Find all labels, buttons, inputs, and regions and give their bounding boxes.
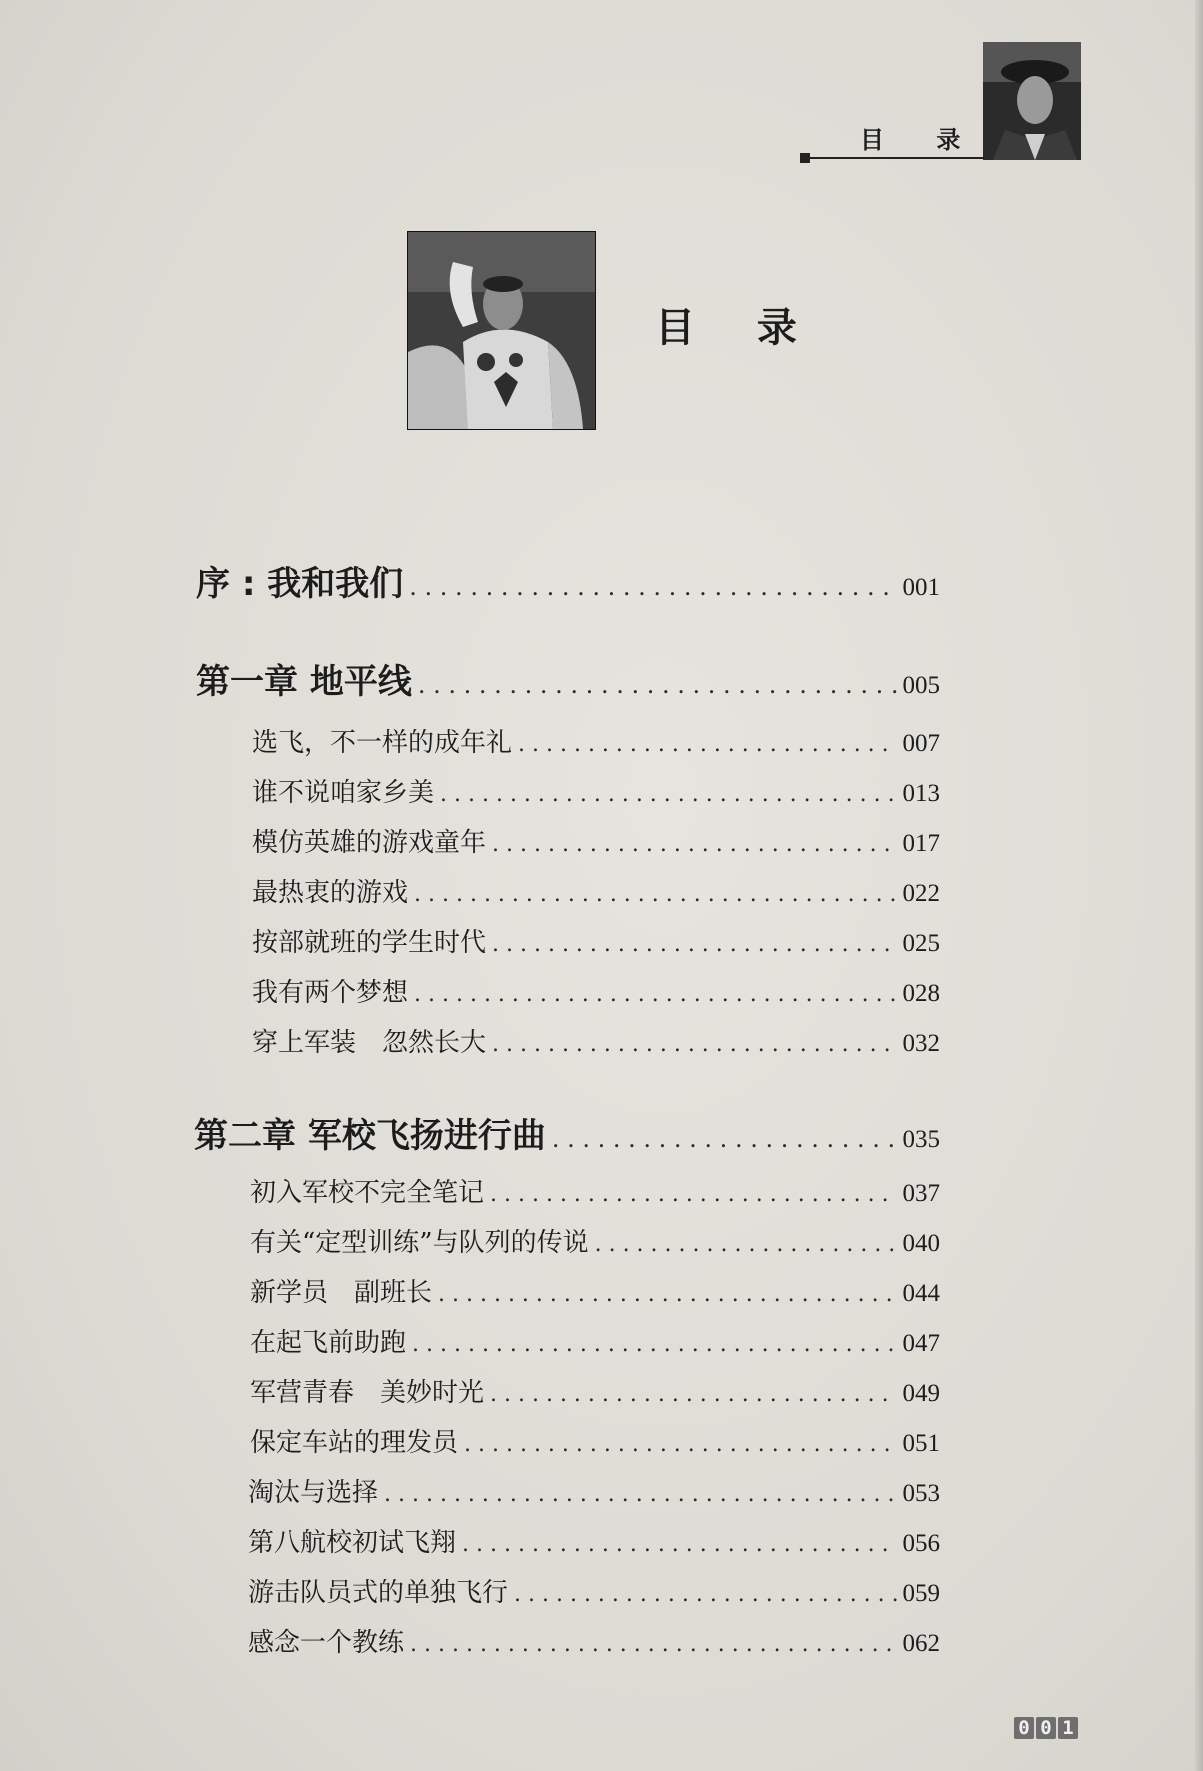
toc-entry-label: 军营青春 美妙时光 [250, 1378, 485, 1408]
toc-entry-label: 模仿英雄的游戏童年 [252, 828, 487, 858]
toc-entry-page: 001 [902, 574, 940, 601]
toc-entry[interactable] [252, 872, 940, 909]
running-header-title: 目 录 [860, 126, 983, 154]
page-number [1014, 1717, 1078, 1739]
toc-entry-page: 044 [902, 1280, 940, 1307]
toc-entry-page: 047 [902, 1330, 940, 1357]
toc-entry-page: 022 [902, 880, 940, 907]
page-edge [1195, 0, 1203, 1771]
toc-entry-label: 初入军校不完全笔记 [250, 1178, 485, 1208]
toc-entry[interactable] [252, 1022, 940, 1059]
toc-entry-label: 有关“定型训练”与队列的传说 [250, 1228, 589, 1258]
toc-entry-label: 新学员 副班长 [250, 1278, 433, 1308]
page-title: 目 录 [655, 305, 821, 351]
leader-dots [464, 1432, 896, 1457]
toc-entry[interactable] [252, 772, 940, 809]
leader-dots [490, 1382, 896, 1407]
toc-entry[interactable] [250, 1222, 940, 1259]
toc-entry-label: 按部就班的学生时代 [252, 928, 487, 958]
toc-entry-page: 005 [902, 672, 940, 699]
toc-entry-page: 053 [902, 1480, 940, 1507]
leader-dots [518, 732, 896, 757]
toc-entry[interactable] [250, 1372, 940, 1409]
leader-dots [409, 573, 896, 601]
toc-entry-label: 淘汰与选择 [248, 1478, 379, 1508]
page-number-digit: 1 [1058, 1717, 1078, 1739]
page-number-digit: 0 [1036, 1717, 1056, 1739]
toc-entry-page: 013 [902, 780, 940, 807]
toc-entry-page: 032 [902, 1030, 940, 1057]
toc-entry[interactable] [252, 822, 940, 859]
toc-entry[interactable] [248, 1472, 940, 1509]
toc-entry-chapter-2[interactable] [194, 1108, 940, 1157]
leader-dots [552, 1125, 897, 1153]
toc-entry-page: 017 [902, 830, 940, 857]
toc-entry-page: 007 [902, 730, 940, 757]
toc-entry[interactable] [250, 1322, 940, 1359]
page-number-digit: 0 [1014, 1717, 1034, 1739]
leader-dots [514, 1582, 896, 1607]
leader-dots [440, 782, 896, 807]
toc-entry-label: 游击队员式的单独飞行 [248, 1578, 509, 1608]
toc-entry[interactable] [248, 1522, 940, 1559]
toc-entry-label: 第二章 军校飞扬进行曲 [194, 1116, 546, 1156]
toc-entry-label: 最热衷的游戏 [252, 878, 409, 908]
toc-entry[interactable] [248, 1572, 940, 1609]
toc-entry[interactable] [250, 1172, 940, 1209]
leader-dots [490, 1182, 896, 1207]
leader-dots [595, 1232, 897, 1257]
toc-entry[interactable] [248, 1622, 940, 1659]
toc-entry[interactable] [252, 972, 940, 1009]
toc-entry-page: 025 [902, 930, 940, 957]
toc-entry[interactable] [252, 922, 940, 959]
leader-dots [384, 1482, 896, 1507]
header-rule [808, 157, 984, 159]
portrait-photo-small [983, 42, 1081, 160]
toc-entry-page: 028 [902, 980, 940, 1007]
toc-entry-chapter-1[interactable] [196, 654, 940, 703]
leader-dots [414, 982, 896, 1007]
leader-dots [492, 1032, 896, 1057]
leader-dots [492, 932, 896, 957]
toc-entry[interactable] [250, 1272, 940, 1309]
toc-entry-page: 037 [902, 1180, 940, 1207]
toc-entry-preface[interactable] [196, 556, 940, 605]
toc-entry[interactable] [250, 1422, 940, 1459]
leader-dots [414, 882, 896, 907]
toc-entry-label: 选飞，不一样的成年礼 [252, 728, 513, 758]
toc-entry-label: 保定车站的理发员 [250, 1428, 459, 1458]
toc-entry-label: 感念一个教练 [248, 1628, 405, 1658]
leader-dots [412, 1332, 896, 1357]
toc-entry-page: 059 [902, 1580, 940, 1607]
astronaut-photo [407, 231, 596, 430]
running-header [800, 40, 1082, 162]
toc-entry-page: 035 [902, 1126, 940, 1153]
leader-dots [492, 832, 896, 857]
toc-entry-page: 049 [902, 1380, 940, 1407]
toc-entry-page: 040 [902, 1230, 940, 1257]
toc-entry-page: 051 [902, 1430, 940, 1457]
toc-entry-page: 062 [902, 1630, 940, 1657]
toc-entry[interactable] [252, 722, 940, 759]
leader-dots [418, 671, 897, 699]
toc-entry-label: 穿上军装 忽然长大 [252, 1028, 487, 1058]
toc-entry-page: 056 [902, 1530, 940, 1557]
toc-entry-label: 谁不说咱家乡美 [252, 778, 435, 808]
toc-entry-label: 我有两个梦想 [252, 978, 409, 1008]
toc-entry-label: 在起飞前助跑 [250, 1328, 407, 1358]
toc-entry-label: 第一章 地平线 [196, 662, 412, 702]
toc-entry-label: 第八航校初试飞翔 [248, 1528, 457, 1558]
leader-dots [462, 1532, 896, 1557]
leader-dots [438, 1282, 896, 1307]
toc-entry-label: 序 : 我和我们 [196, 564, 404, 604]
leader-dots [410, 1632, 896, 1657]
